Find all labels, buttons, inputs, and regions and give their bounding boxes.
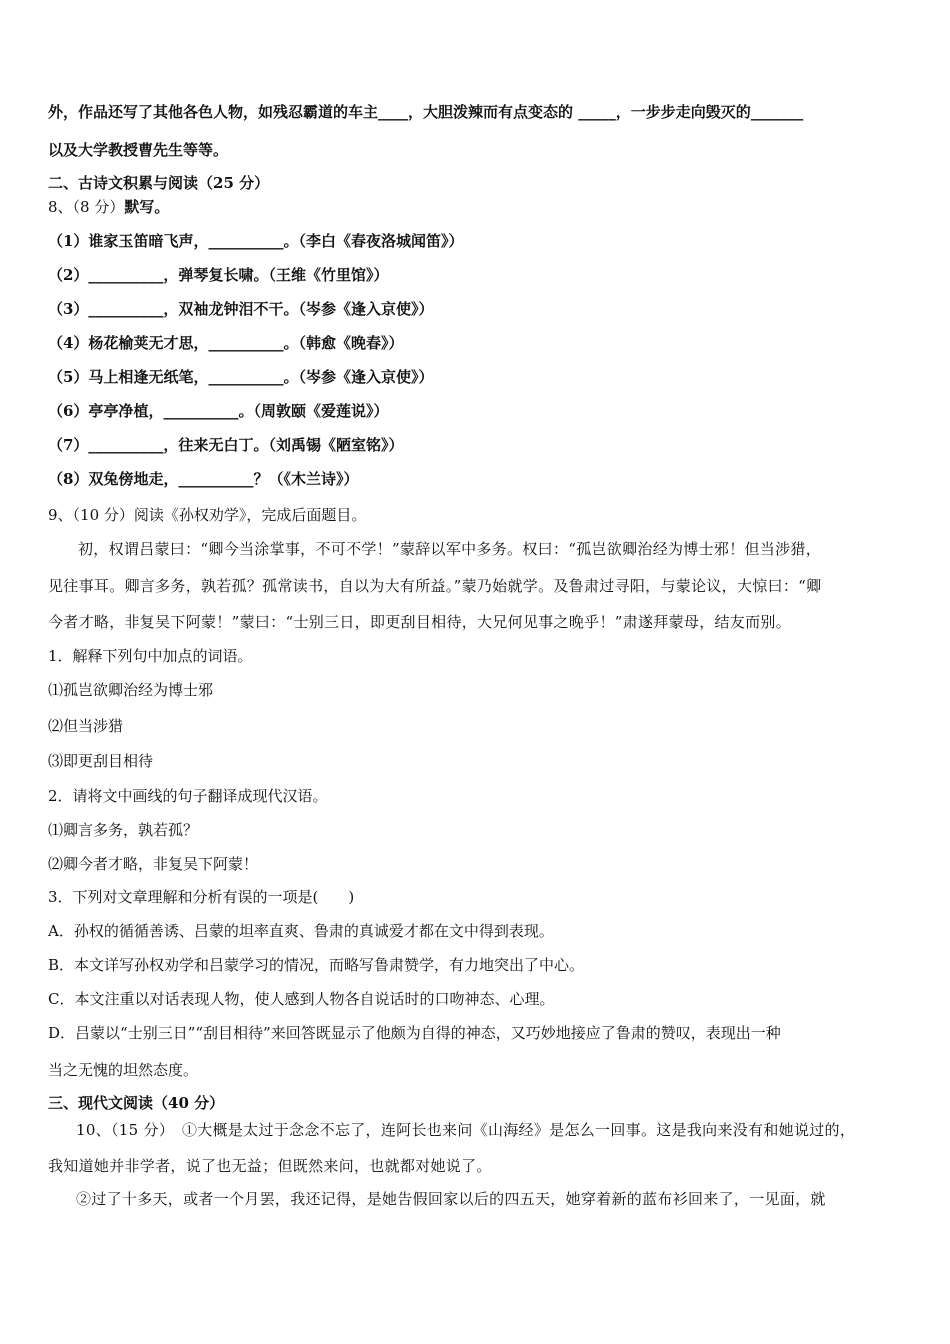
q9-sub3-option-d-cont: 当之无愧的坦然态度。: [48, 1061, 199, 1079]
q9-sub1-item: ⑴孤岂欲卿治经为博士邪: [48, 681, 214, 699]
q9-sub3-option-a: A．孙权的循循善诱、吕蒙的坦率直爽、鲁肃的真诚爱才都在文中得到表现。: [48, 922, 554, 940]
q9-sub1-stem: 1．解释下列句中加点的词语。: [48, 647, 253, 665]
q9-passage-line: 今者才略，非复吴下阿蒙！”蒙曰：“士别三日，即更刮目相待，大兄何见事之晚乎！”肃遂拜蒙母，结友而别。: [48, 613, 792, 631]
q8-item: （3）__________，双袖龙钟泪不干。（岑参《逢入京使》）: [48, 300, 434, 318]
q8-item: （8）双兔傍地走，__________？（《木兰诗》）: [48, 470, 359, 488]
q9-sub1-item: ⑶即更刮目相待: [48, 752, 154, 770]
q10-line: 我知道她并非学者，说了也无益；但既然来问，也就都对她说了。: [48, 1157, 492, 1175]
q8-item: （6）亭亭净植，__________。（周敦颐《爱莲说》）: [48, 402, 389, 420]
q9-stem: 9、（10 分）阅读《孙权劝学》，完成后面题目。: [48, 506, 367, 524]
section3-title: 三、现代文阅读（40 分）: [48, 1094, 225, 1112]
q8-item: （1）谁家玉笛暗飞声，__________。（李白《春夜洛城闻笛》）: [48, 232, 464, 250]
q9-sub2-item: ⑴卿言多务，孰若孤？: [48, 821, 199, 839]
section1-tail-line2: 以及大学教授曹先生等等。: [48, 141, 229, 159]
q9-sub3-option-b: B．本文详写孙权劝学和吕蒙学习的情况，而略写鲁肃赞学，有力地突出了中心。: [48, 956, 585, 974]
q8-item: （2）__________，弹琴复长啸。（王维《竹里馆》）: [48, 266, 389, 284]
q10-line: ②过了十多天，或者一个月罢，我还记得，是她告假回家以后的四五天，她穿着新的蓝布衫回来了，一见面，就: [76, 1190, 826, 1208]
q8-item: （5）马上相逢无纸笔，__________。（岑参《逢入京使》）: [48, 368, 434, 386]
q9-sub2-stem: 2．请将文中画线的句子翻译成现代汉语。: [48, 787, 328, 805]
section1-tail-line1: 外，作品还写了其他各色人物，如残忍霸道的车主____，大胆泼辣而有点变态的 _____，一步步走向毁灭的_______: [48, 103, 804, 121]
q9-sub3-option-d: D．吕蒙以“士别三日”“刮目相待”来回答既显示了他颇为自得的神态，又巧妙地接应了鲁肃的赞叹，表现出一种: [48, 1024, 781, 1042]
q8-item: （4）杨花榆荚无才思，__________。（韩愈《晚春》）: [48, 334, 404, 352]
q9-sub3-stem: 3．下列对文章理解和分析有误的一项是( ): [48, 888, 355, 906]
q8-prefix: 8、（8 分）: [48, 198, 125, 216]
q8-heading: [48, 197, 169, 217]
q9-passage-line: 初，权谓吕蒙曰：“卿今当涂掌事，不可不学！”蒙辞以军中多务。权曰：“孤岂欲卿治经为博士邪！但当涉猎，: [78, 540, 822, 558]
section2-title: 二、古诗文积累与阅读（25 分）: [48, 174, 270, 192]
q9-sub3-option-c: C．本文注重以对话表现人物，使人感到人物各自说话时的口吻神态、心理。: [48, 990, 555, 1008]
q9-passage-line: 见往事耳。卿言多务，孰若孤？孤常读书，自以为大有所益。”蒙乃始就学。及鲁肃过寻阳，与蒙论议，大惊曰：“卿: [48, 577, 822, 595]
q8-stem: 默写。: [124, 198, 170, 216]
q10-line: 10、（15 分） ①大概是太过于念念不忘了，连阿长也来问《山海经》是怎么一回事。这是我向来没有和她说过的，: [76, 1121, 856, 1139]
q8-item: （7）__________，往来无白丁。（刘禹锡《陋室铭》）: [48, 436, 404, 454]
q9-sub1-item: ⑵但当涉猎: [48, 717, 124, 735]
q9-sub2-item: ⑵卿今者才略，非复吴下阿蒙！: [48, 855, 259, 873]
